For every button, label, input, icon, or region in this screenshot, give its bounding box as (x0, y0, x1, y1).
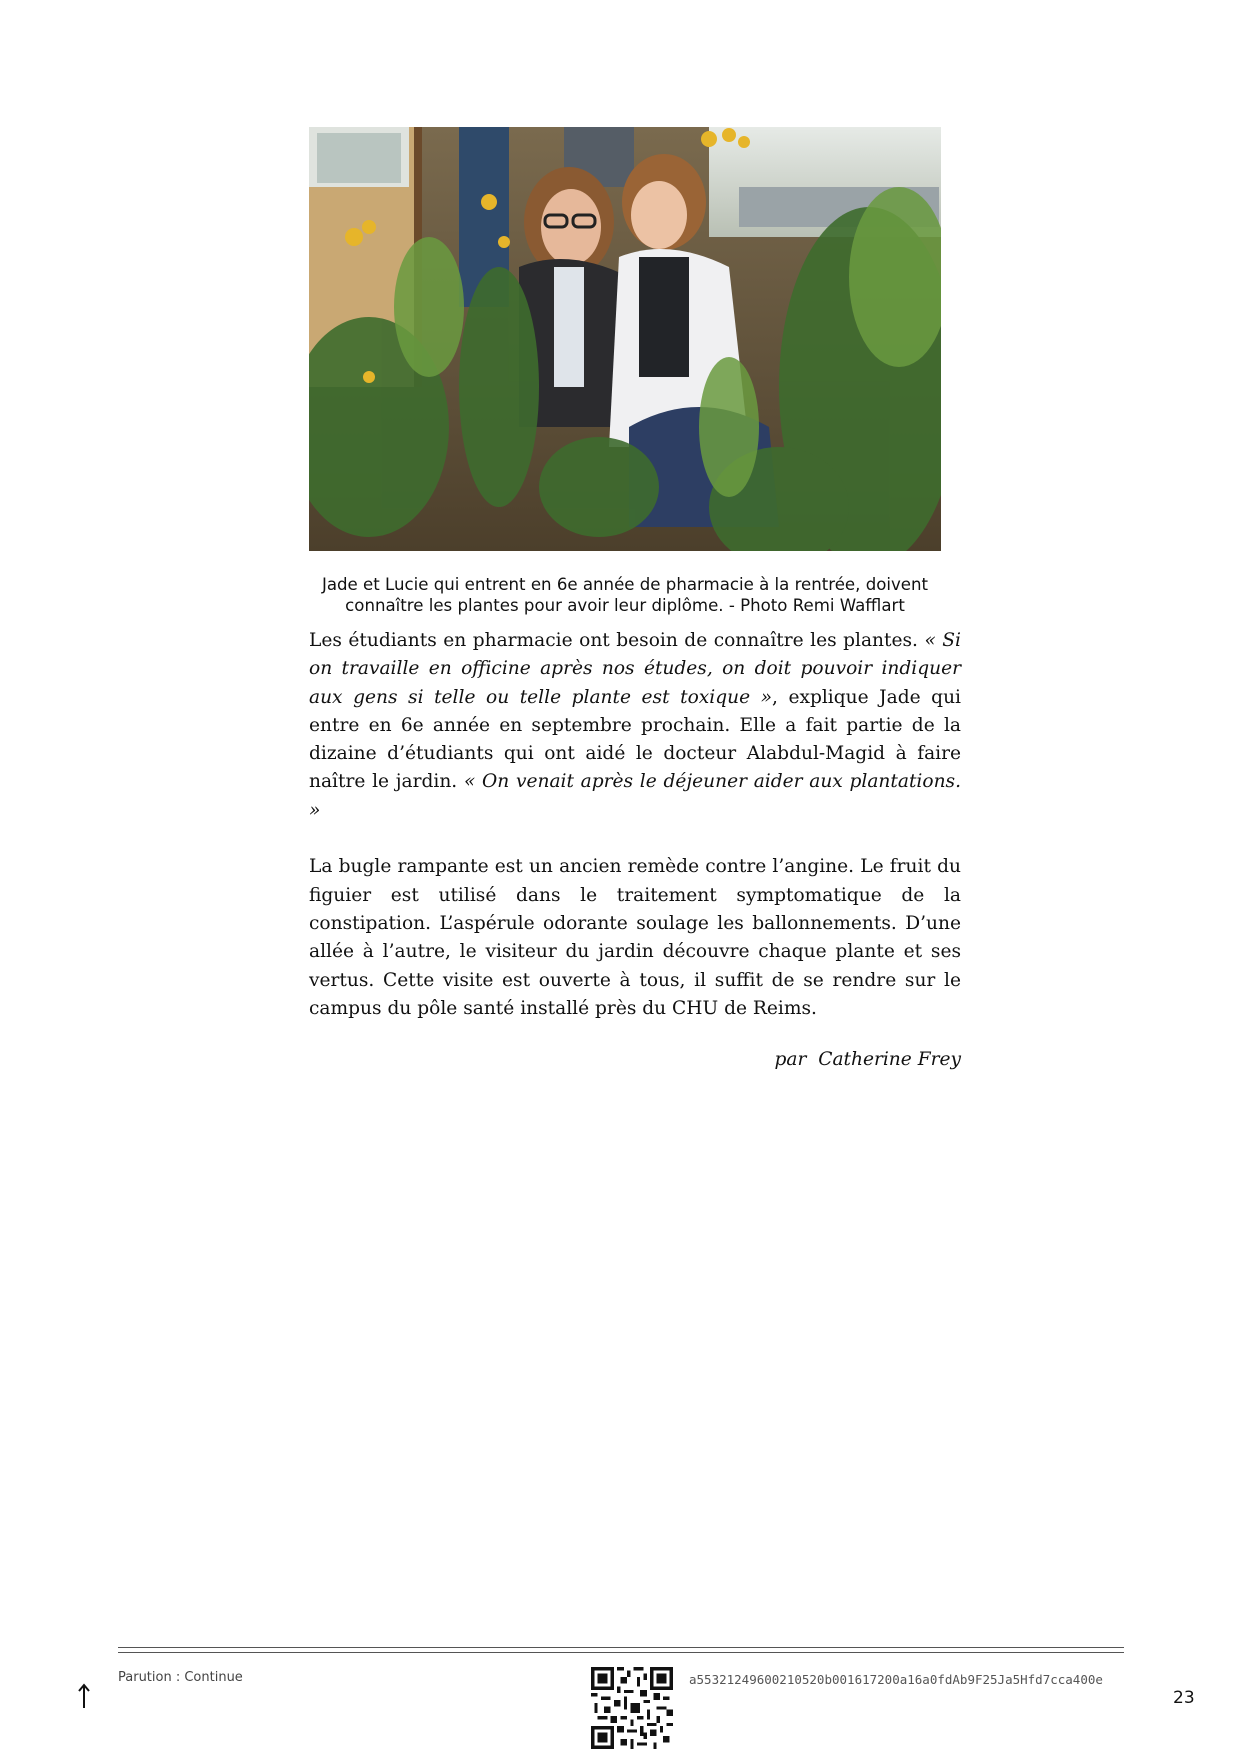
photo-caption: Jade et Lucie qui entrent en 6e année de pharmacie à la rentrée, doivent connaître les plantes pour avoir leur diplôme. - Photo Remi Wafflart (321, 575, 929, 615)
article-paragraph-1 (309, 627, 961, 825)
photo-students-garden (309, 127, 941, 551)
author-signature: par Catherine Frey (774, 1049, 961, 1070)
document-hash: a55321249600210520b001617200a16a0fdAb9F25Ja5Hfd7cca400e (689, 1672, 1103, 1687)
article-photo (309, 127, 941, 551)
article-body (309, 627, 961, 1023)
paragraph-text: Les étudiants en pharmacie ont besoin de connaître les plantes. (309, 630, 925, 651)
article-paragraph-2: La bugle rampante est un ancien remède contre l’angine. Le fruit du figuier est utilisé dans le traitement symptomatique de la constipation. L’aspérule odorante soulage les ballonnements. D’une allée à l’autre, le visiteur du jardin découvre chaque plante et ses vertus. Cette visite est ouverte à tous, il suffit de se rendre sur le campus du pôle santé installé près du CHU de Reims. (309, 856, 961, 1019)
qr-code-icon (591, 1667, 673, 1749)
page-number: 23 (1173, 1688, 1195, 1708)
footer-rule-bottom (118, 1652, 1124, 1653)
footer-rule-top (118, 1647, 1124, 1648)
quote: « Si on travaille en officine après nos études, on doit pouvoir indiquer aux gens si telle ou telle plante est toxique » (309, 630, 961, 708)
up-arrow-icon[interactable] (76, 1683, 92, 1709)
parution-label: Parution : Continue (118, 1670, 243, 1685)
paragraph-text: , explique Jade qui entre en 6e année en septembre prochain. Elle a fait partie de la dizaine d’étudiants qui ont aidé le docteur Alabdul-Magid à faire naître le jardin. (309, 686, 961, 793)
quote: « On venait après le déjeuner aider aux plantations. » (309, 771, 961, 821)
